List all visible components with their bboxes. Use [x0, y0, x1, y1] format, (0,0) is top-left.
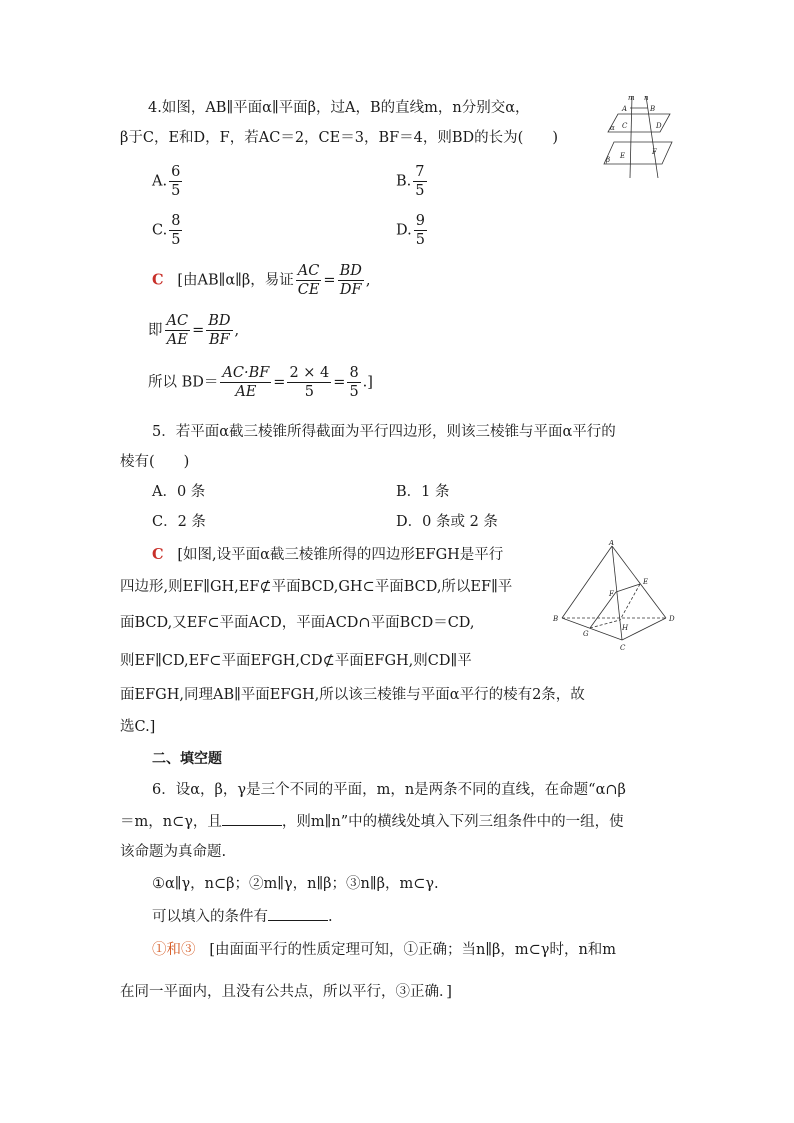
q4-line1: 4.如图，AB∥平面α∥平面β，过A，B的直线m，n分别交α，	[148, 100, 530, 116]
q4-answer: C	[152, 271, 164, 289]
q5-solution-line2: 四边形,则EF∥GH,EF⊄平面BCD,GH⊂平面BCD,所以EF∥平	[120, 579, 513, 595]
q6-line1: 6．设α，β，γ是三个不同的平面，m，n是两条不同的直线，在命题“α∩β	[152, 782, 626, 798]
q5-option-d: D．0 条或 2 条	[396, 514, 498, 530]
label-D: D	[656, 122, 662, 130]
label-A: A	[609, 540, 615, 547]
q4-option-c	[152, 212, 184, 249]
q5-solution-line6: 选C.]	[120, 719, 156, 735]
q5-solution-line3: 面BCD,又EF⊂平面ACD，平面ACD∩平面BCD＝CD,	[120, 615, 475, 631]
q5-line1: 5．若平面α截三棱锥所得截面为平行四边形，则该三棱锥与平面α平行的	[152, 424, 616, 440]
option-label: C.	[152, 222, 168, 239]
q6-answer: ①和③	[152, 942, 196, 958]
q4-option-d	[396, 212, 429, 249]
label-A: A	[622, 105, 628, 113]
label-B: B	[650, 105, 656, 113]
q6-line5: 可以填入的条件有 .	[152, 906, 333, 927]
q5-tetrahedron-figure	[550, 540, 680, 658]
section-title: 二、填空题	[152, 751, 222, 767]
label-C: C	[622, 122, 628, 130]
label-alpha: α	[610, 124, 615, 132]
q5-option-a: A．0 条	[152, 484, 206, 500]
label-E: E	[643, 578, 649, 586]
q6-line3: 该命题为真命题.	[120, 844, 227, 860]
option-d-fraction: $\frac{9}{5}$	[415, 213, 425, 248]
option-c-fraction: $\frac{8}{5}$	[171, 213, 181, 248]
q4-line2: β于C，E和D，F，若AC＝2，CE＝3，BF＝4，则BD的长为( )	[120, 130, 558, 146]
q5-option-b: B．1 条	[396, 484, 450, 500]
q4-option-b	[396, 163, 429, 200]
option-b-fraction: $\frac{7}{5}$	[415, 164, 425, 199]
label-F: F	[652, 148, 657, 156]
edge-ad	[612, 546, 666, 618]
q5-answer: C	[152, 546, 164, 563]
edge-cd	[622, 618, 666, 640]
q4-solution-line2: 即 $\frac{AC}{AE}$ = $\frac{BD}{BF}$ ,	[148, 313, 240, 348]
label-m: m	[628, 94, 635, 102]
q6-line2: ＝m，n⊂γ，且 ，则m∥n”中的横线处填入下列三组条件中的一组，使	[120, 811, 624, 832]
plane-beta	[604, 142, 672, 164]
q5-solution-line5: 面EFGH,同理AB∥平面EFGH,所以该三棱锥与平面α平行的棱有2条，故	[120, 687, 585, 703]
label-F: F	[609, 590, 614, 598]
q5-solution-line4: 则EF∥CD,EF⊂平面EFGH,CD⊄平面EFGH,则CD∥平	[120, 653, 472, 669]
edge-bc	[562, 618, 622, 640]
label-E: E	[620, 152, 626, 160]
q6-solution-line2: 在同一平面内，且没有公共点，所以平行，③正确．]	[120, 984, 452, 1000]
label-G: G	[583, 630, 589, 638]
q6-blank-answer	[268, 906, 328, 921]
q4-figure	[600, 92, 680, 180]
q5-solution-line1: C [如图,设平面α截三棱锥所得的四边形EFGH是平行	[152, 546, 504, 563]
q4-solution-line3: 所以 BD＝ $\frac{AC\cdot BF}{AE}$ = $\frac{2 \times 4}{5}$ = $\frac{8}{5}$ .]	[148, 365, 373, 400]
label-C: C	[620, 644, 626, 652]
q4-option-a	[152, 163, 184, 200]
option-label: D.	[396, 222, 412, 239]
q4-solution-line1: C [由AB∥α∥β，易证 $\frac{AC}{CE}$ = $\frac{BD}{DF}$ ,	[152, 263, 371, 298]
label-D: D	[669, 615, 675, 623]
option-a-fraction: $\frac{6}{5}$	[171, 164, 181, 199]
q5-line2: 棱有( )	[120, 454, 190, 470]
label-H: H	[622, 624, 629, 632]
label-B: B	[553, 615, 559, 623]
q6-line4: ①α∥γ，n⊂β；②m∥γ，n∥β；③n∥β，m⊂γ.	[152, 876, 439, 892]
q6-blank	[222, 811, 282, 826]
q5-option-c: C．2 条	[152, 514, 206, 530]
edge-ab	[562, 546, 612, 618]
option-label: B.	[396, 173, 412, 190]
label-n: n	[644, 94, 649, 102]
q6-solution-line1: ①和③ [由面面平行的性质定理可知，①正确；当n∥β，m⊂γ时，n和m	[152, 942, 617, 958]
label-beta: β	[606, 156, 611, 164]
option-label: A.	[152, 173, 168, 190]
